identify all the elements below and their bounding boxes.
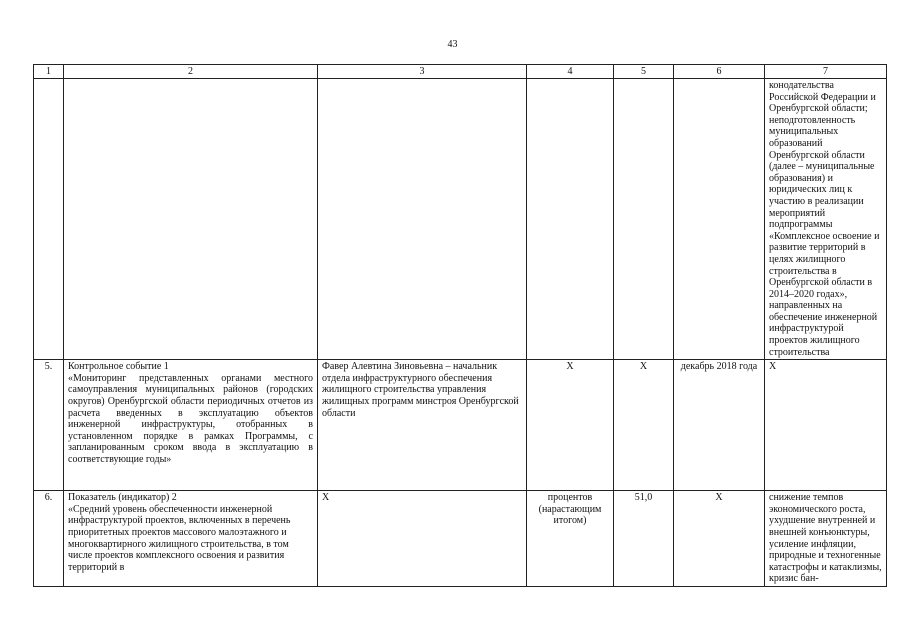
responsible-cell: Х (318, 491, 527, 587)
table-row-6 (34, 491, 887, 587)
risk-text-cell: конодательства Российской Федерации и Оренбургской области; неподготовленность муниципальных образований Оренбургской области (далее – муниципальные образования) и юридических лиц к участию в реализации мероприятий подпрограммы «Комплексное освоение и развитие территорий в целях жилищного строительства в Оренбургской области в 2014–2020 годах», направленных на обеспечение инженерной инфраструктурой проектов жилищного строительства (765, 79, 887, 360)
cell-empty (318, 79, 527, 360)
event-cell (64, 360, 318, 491)
responsible-cell: Фавер Алевтина Зиновьевна – начальник отдела инфраструктурного обеспечения жилищного строительства управления жилищных программ минстроя Оренбургской области (318, 360, 527, 491)
cell-empty (527, 79, 614, 360)
value-cell: 51,0 (614, 491, 674, 587)
column-header-3: 3 (318, 65, 527, 79)
indicator-title: Показатель (индикатор) 2 (68, 492, 177, 504)
unit-cell: Х (527, 360, 614, 491)
cell-empty (674, 79, 765, 360)
cell-empty (614, 79, 674, 360)
column-number-row (34, 65, 887, 79)
column-header-2: 2 (64, 65, 318, 79)
cell-empty (34, 79, 64, 360)
column-header-7: 7 (765, 65, 887, 79)
page-number: 43 (447, 39, 458, 50)
event-title: Контрольное событие 1 (68, 361, 169, 373)
column-header-6: 6 (674, 65, 765, 79)
row-number: 6. (34, 491, 64, 587)
event-description: «Мониторинг представленных органами местного самоуправления муниципальных районов (городских округов) Оренбургской области периодичных отчетов из расчета введенных в эксплуатацию объектов инженерной инфраструктуры, отобранных в установленном порядке в рамках Программы, с запланированным сроком ввода в эксплуатацию в соответствующие годы» (68, 372, 313, 465)
table-row-continuation (34, 79, 887, 360)
deadline-cell: Х (674, 491, 765, 587)
indicator-description: «Средний уровень обеспеченности инженерной инфраструктурой проектов, включенных в перечень приоритетных проектов массового малоэтажного и многоквартирного жилищного строительства, в том числе проектов комплексного освоения и развития территорий в (68, 503, 291, 573)
indicator-cell (64, 491, 318, 587)
risk-cell: снижение темпов экономического роста, ухудшение внутренней и внешней конъюнктуры, усиление инфляции, природные и техногенные катастрофы и катаклизмы, кризис бан- (765, 491, 887, 587)
monitoring-table (33, 64, 887, 587)
cell-empty (64, 79, 318, 360)
value-cell: Х (614, 360, 674, 491)
column-header-5: 5 (614, 65, 674, 79)
table-row-5 (34, 360, 887, 491)
column-header-1: 1 (34, 65, 64, 79)
row-number: 5. (34, 360, 64, 491)
risk-cell: Х (765, 360, 887, 491)
unit-cell: процентов (нарастающим итогом) (527, 491, 614, 587)
column-header-4: 4 (527, 65, 614, 79)
deadline-cell: декабрь 2018 года (674, 360, 765, 491)
